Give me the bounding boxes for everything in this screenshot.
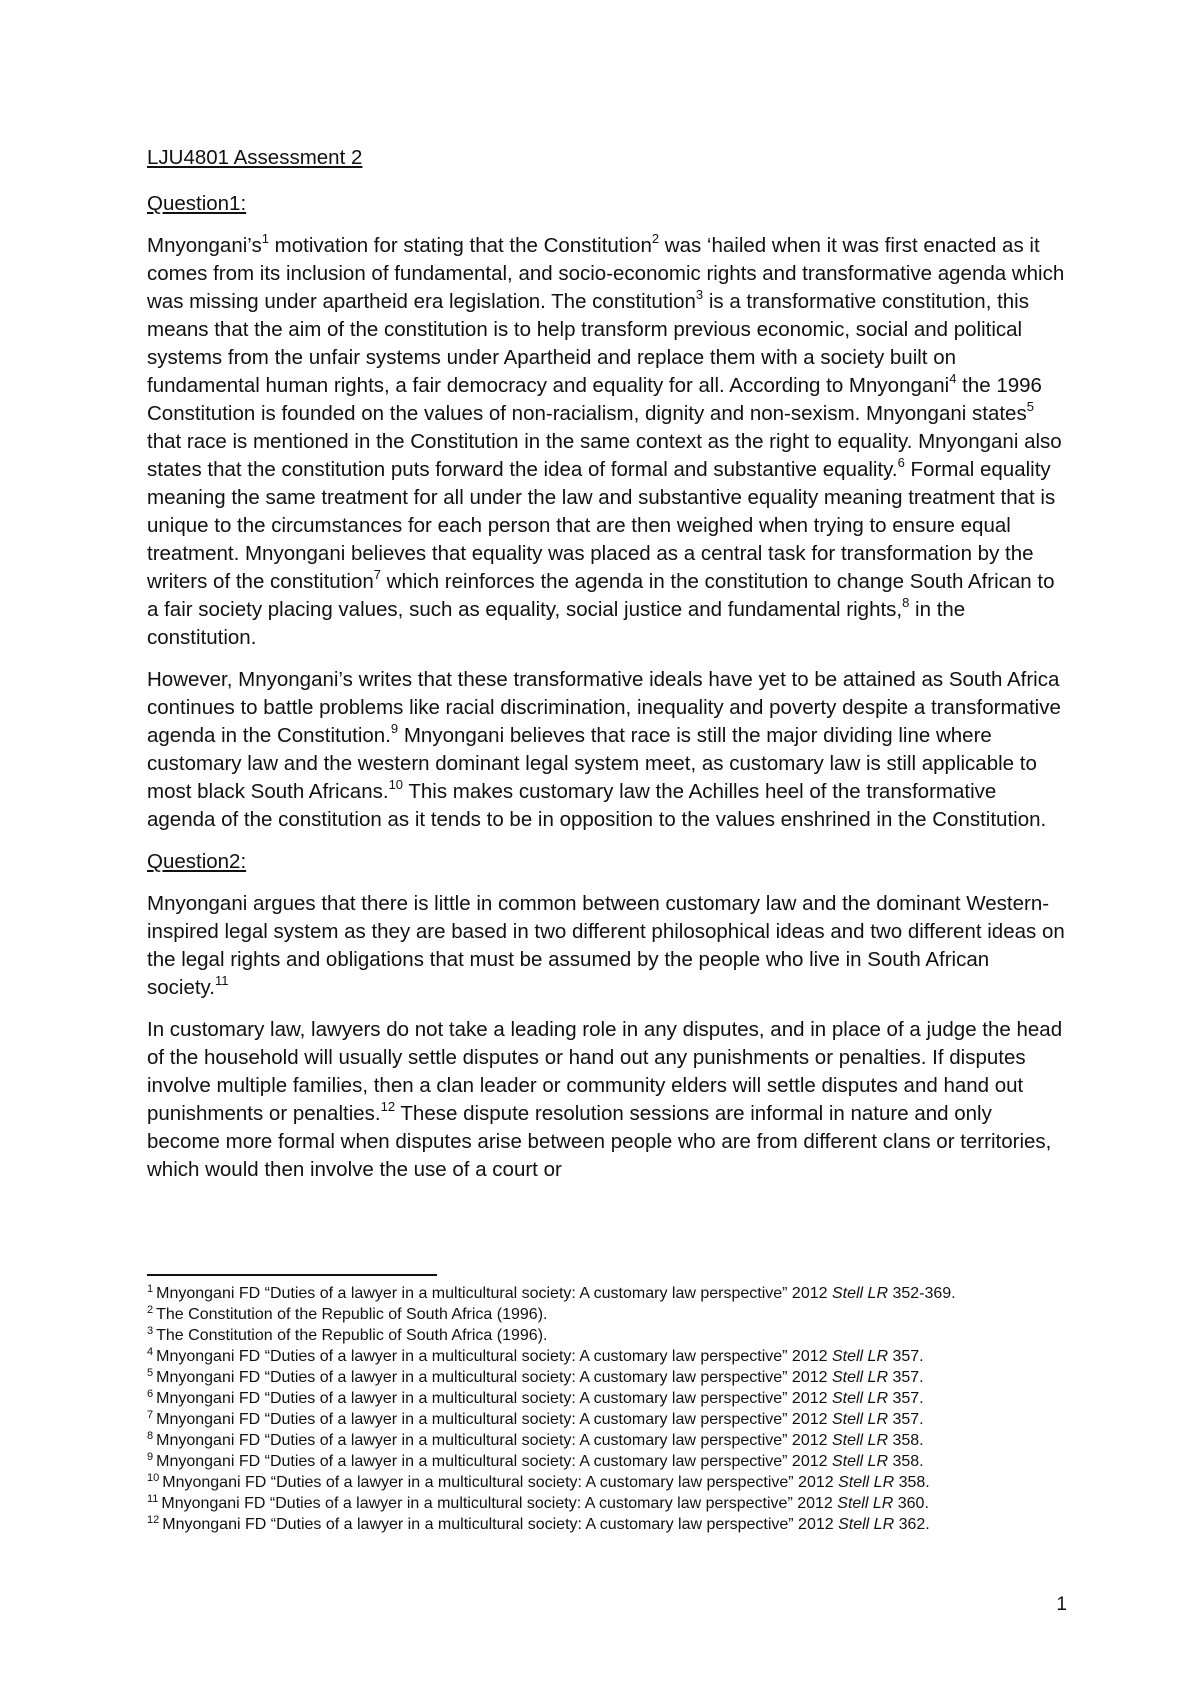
footnote-pages: 358.	[894, 1474, 930, 1491]
footnote-ref[interactable]: 6	[897, 455, 905, 471]
footnote-journal: Stell LR	[838, 1474, 895, 1491]
text-run: Formal equality meaning the same treatment for all under the law and substantive equality meaning treatment that is unique to the circumstances for each person that are then weighed when trying to ensure equal treatment. Mnyongani believes that equality was placed as a central task for transformation by the writers of the constitution	[147, 458, 1056, 593]
footnote-item	[147, 1514, 1069, 1535]
footnote-ref[interactable]: 9	[390, 721, 399, 737]
document-title: LJU4801 Assessment 2	[147, 146, 363, 169]
footnote-ref[interactable]: 3	[695, 287, 704, 303]
footnote-pages: 362.	[894, 1516, 930, 1533]
footnote-number: 4	[147, 1345, 154, 1358]
footnote-pages: 357.	[888, 1390, 924, 1407]
text-run: This makes customary law the Achilles heel of the transformative agenda of the constitution as it tends to be in opposition to the values enshrined in the Constitution.	[147, 780, 1047, 831]
page-number: 1	[1056, 1594, 1067, 1615]
footnote-pages: 352-369.	[888, 1285, 956, 1302]
footnote-ref[interactable]: 7	[373, 567, 381, 583]
footnote-text: Mnyongani FD “Duties of a lawyer in a multicultural society: A customary law perspective” 2012	[156, 1348, 832, 1365]
footnote-text: Mnyongani FD “Duties of a lawyer in a multicultural society: A customary law perspective” 2012	[162, 1516, 839, 1533]
footnote-text: Mnyongani FD “Duties of a lawyer in a multicultural society: A customary law perspective” 2012	[156, 1390, 832, 1407]
footnote-item	[147, 1325, 1069, 1346]
footnote-item	[147, 1304, 1069, 1325]
footnote-journal: Stell LR	[831, 1453, 888, 1470]
footnote-number: 6	[147, 1387, 154, 1400]
question1-paragraph-2	[147, 666, 1069, 834]
footnote-item	[147, 1493, 1069, 1514]
footnote-number: 8	[147, 1429, 154, 1442]
footnote-number: 5	[147, 1366, 154, 1379]
footnote-number: 1	[147, 1282, 154, 1295]
footnote-ref[interactable]: 5	[1026, 399, 1034, 415]
footnote-journal: Stell LR	[837, 1495, 894, 1512]
footnote-journal: Stell LR	[831, 1432, 888, 1449]
text-run: These dispute resolution sessions are informal in nature and only become more formal when disputes arise between people who are from different clans or territories, which would then involve the use of a court or	[147, 1102, 1052, 1181]
footnote-ref[interactable]: 10	[388, 777, 404, 793]
footnote-ref[interactable]: 4	[949, 371, 957, 387]
footnote-separator	[147, 1274, 437, 1276]
footnote-number: 11	[147, 1492, 159, 1505]
footnote-text: Mnyongani FD “Duties of a lawyer in a multicultural society: A customary law perspective” 2012	[156, 1285, 832, 1302]
footnote-item	[147, 1472, 1069, 1493]
footnote-number: 3	[147, 1324, 154, 1337]
footnote-number: 2	[147, 1303, 154, 1316]
footnote-pages: 357.	[888, 1348, 924, 1365]
text-run: Mnyongani believes that race is still the major dividing line where customary law and the western dominant legal system meet, as customary law is still applicable to most black South Africans.	[147, 724, 1037, 803]
footnote-pages: 360.	[893, 1495, 929, 1512]
footnotes-list	[147, 1283, 1069, 1535]
footnote-text: Mnyongani FD “Duties of a lawyer in a multicultural society: A customary law perspective” 2012	[161, 1495, 838, 1512]
footnote-number: 9	[147, 1450, 154, 1463]
footnote-item	[147, 1346, 1069, 1367]
footnote-text: Mnyongani FD “Duties of a lawyer in a multicultural society: A customary law perspective” 2012	[156, 1453, 832, 1470]
text-run: Mnyongani’s	[147, 234, 262, 257]
footnote-pages: 357.	[888, 1411, 924, 1428]
footnote-text: The Constitution of the Republic of South Africa (1996).	[156, 1306, 548, 1323]
footnote-pages: 358.	[888, 1432, 924, 1449]
footnote-item	[147, 1367, 1069, 1388]
footnote-ref[interactable]: 8	[902, 595, 910, 611]
footnote-ref[interactable]: 1	[261, 231, 269, 247]
text-run: However, Mnyongani’s writes that these transformative ideals have yet to be attained as South Africa continues to battle problems like racial discrimination, inequality and poverty despite a transformative agenda in the Constitution.	[147, 668, 1061, 747]
footnote-ref[interactable]: 11	[214, 973, 229, 989]
document-body	[147, 144, 1069, 1198]
footnote-item	[147, 1430, 1069, 1451]
footnote-text: Mnyongani FD “Duties of a lawyer in a multicultural society: A customary law perspective” 2012	[156, 1411, 832, 1428]
question2-heading: Question2:	[147, 850, 247, 873]
text-run: is a transformative constitution, this means that the aim of the constitution is to help transform previous economic, social and political systems from the unfair systems under Apartheid and replace them with a society built on fundamental human rights, a fair democracy and equality for all. According to Mnyongani	[147, 290, 1029, 397]
footnote-ref[interactable]: 12	[380, 1099, 396, 1115]
text-run: In customary law, lawyers do not take a leading role in any disputes, and in place of a judge the head of the household will usually settle disputes or hand out any punishments or penalties. If disputes involve multiple families, then a clan leader or community elders will settle disputes and hand out punishments or penalties.	[147, 1018, 1063, 1125]
footnote-pages: 357.	[888, 1369, 924, 1386]
footnote-journal: Stell LR	[838, 1516, 895, 1533]
footnote-pages: 358.	[888, 1453, 924, 1470]
text-run: motivation for stating that the Constitution	[268, 234, 652, 257]
footnote-number: 10	[147, 1471, 160, 1484]
footnote-number: 12	[147, 1513, 160, 1526]
footnote-text: Mnyongani FD “Duties of a lawyer in a multicultural society: A customary law perspective” 2012	[156, 1369, 832, 1386]
footnote-journal: Stell LR	[831, 1369, 888, 1386]
footnote-text: The Constitution of the Republic of South Africa (1996).	[156, 1327, 548, 1344]
footnote-journal: Stell LR	[831, 1411, 888, 1428]
footnote-text: Mnyongani FD “Duties of a lawyer in a multicultural society: A customary law perspective” 2012	[162, 1474, 839, 1491]
footnote-journal: Stell LR	[831, 1390, 888, 1407]
question1-heading: Question1:	[147, 192, 247, 215]
footnote-journal: Stell LR	[831, 1285, 888, 1302]
footnote-item	[147, 1409, 1069, 1430]
footnote-journal: Stell LR	[831, 1348, 888, 1365]
text-run: that race is mentioned in the Constitution in the same context as the right to equality. Mnyongani also states that the constitution puts forward the idea of formal and substantive equality.	[147, 430, 1062, 481]
text-run: in the constitution.	[147, 598, 966, 649]
footnote-item	[147, 1388, 1069, 1409]
footnote-item	[147, 1283, 1069, 1304]
text-run: which reinforces the agenda in the constitution to change South African to a fair society placing values, such as equality, social justice and fundamental rights,	[147, 570, 1055, 621]
text-run: the 1996 Constitution is founded on the values of non-racialism, dignity and non-sexism. Mnyongani states	[147, 374, 1042, 425]
footnote-number: 7	[147, 1408, 154, 1421]
question2-paragraph-2	[147, 1016, 1069, 1184]
footnote-ref[interactable]: 2	[651, 231, 660, 247]
text-run: was ‘hailed when it was first enacted as it comes from its inclusion of fundamental, and socio-economic rights and transformative agenda which was missing under apartheid era legislation. The constitution	[147, 234, 1065, 313]
footnote-item	[147, 1451, 1069, 1472]
text-run: Mnyongani argues that there is little in common between customary law and the dominant Western-inspired legal system as they are based in two different philosophical ideas and two different ideas on the legal rights and obligations that must be assumed by the people who live in South African society.	[147, 892, 1065, 999]
question2-paragraph-1	[147, 890, 1069, 1002]
footnote-text: Mnyongani FD “Duties of a lawyer in a multicultural society: A customary law perspective” 2012	[156, 1432, 832, 1449]
question1-paragraph-1	[147, 232, 1069, 652]
